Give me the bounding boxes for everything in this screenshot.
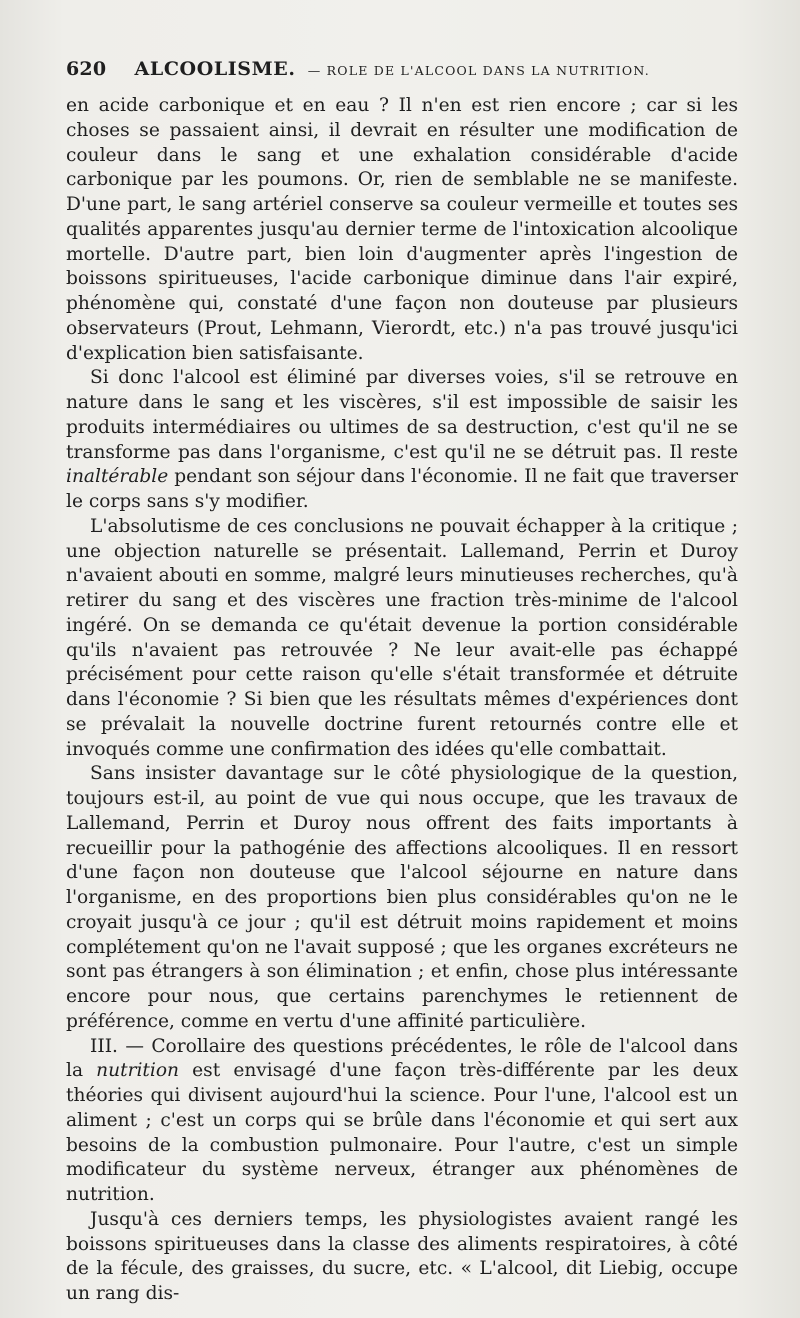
paragraph-text: est envisagé d'une façon très-différente par les deux théories qui divisent aujourd'hui la science. Pour l'une, l'alcool est un aliment ; c'est un corps qui se brûle dans l'économie et qui sert aux besoins de la combustion pulmonaire. Pour l'autre, c'est un simple modificateur du système nerveux, étranger aux phénomènes de nutrition.	[66, 1060, 738, 1205]
header-subtitle: — ROLE DE L'ALCOOL DANS LA NUTRITION.	[307, 63, 650, 78]
paragraph-text: L'absolutisme de ces conclusions ne pouvait échapper à la critique ; une objection naturelle se présentait. Lallemand, Perrin et Duroy n'avaient abouti en somme, malgré leurs minutieuses recherches, qu'à retirer du sang et des viscères une fraction très-minime de l'alcool ingéré. On se demanda ce qu'était devenue la portion considérable qu'ils n'avaient pas retrouvée ? Ne leur avait-elle pas échappé précisément pour cette raison qu'elle s'était transformée et détruite dans l'économie ? Si bien que les résultats mêmes d'expériences dont se prévalait la nouvelle doctrine furent retournés contre elle et invoqués comme une confirmation des idées qu'elle combattait.	[66, 515, 738, 760]
paragraph	[66, 762, 738, 1034]
paragraph	[66, 366, 738, 515]
page-number: 620	[66, 58, 107, 80]
paragraph-text: III. — Corollaire des questions précédentes, le rôle de l'alcool dans la	[66, 1035, 738, 1082]
italic-text: inaltérable	[66, 466, 169, 488]
paragraph-text: pendant son séjour dans l'économie. Il ne fait que traverser le corps sans s'y modifier.	[66, 466, 738, 512]
paragraph-text: Jusqu'à ces derniers temps, les physiologistes avaient rangé les boissons spiritueuses dans la classe des aliments respiratoires, à côté de la fécule, des graisses, du sucre, etc. « L'alcool, dit Liebig, occupe un rang dis-	[66, 1208, 738, 1304]
paragraph-text: Sans insister davantage sur le côté physiologique de la question, toujours est-il, au point de vue qui nous occupe, que les travaux de Lallemand, Perrin et Duroy nous offrent des faits importants à recueillir pour la pathogénie des affections alcooliques. Il en ressort d'une façon non douteuse que l'alcool séjourne en nature dans l'organisme, en des proportions bien plus considérables qu'on ne le croyait jusqu'à ce jour ; qu'il est détruit moins rapidement et moins complétement qu'on ne l'avait supposé ; que les organes excréteurs ne sont pas étrangers à son élimination ; et enfin, chose plus intéressante encore pour nous, que certains parenchymes le retiennent de préférence, comme en vertu d'une affinité particulière.	[66, 763, 738, 1032]
paragraph	[66, 515, 738, 763]
paragraph	[66, 1035, 738, 1208]
paragraph-text: Si donc l'alcool est éliminé par diverses voies, s'il se retrouve en nature dans le sang et les viscères, s'il est impossible de saisir les produits intermédiaires ou ultimes de sa destruction, c'est qu'il ne se transforme pas dans l'organisme, c'est qu'il ne se détruit pas. Il reste	[66, 367, 738, 463]
italic-text: nutrition	[96, 1060, 180, 1082]
running-header	[66, 58, 746, 88]
header-title: ALCOOLISME.	[134, 58, 296, 80]
paragraph	[66, 1208, 738, 1307]
body-text	[66, 94, 738, 1307]
paragraph-text: en acide carbonique et en eau ? Il n'en est rien encore ; car si les choses se passaient ainsi, il devrait en résulter une modification de couleur dans le sang et une exhalation considérable d'acide carbonique par les poumons. Or, rien de semblable ne se manifeste. D'une part, le sang artériel conserve sa couleur vermeille et toutes ses qualités apparentes jusqu'au dernier terme de l'intoxication alcoolique mortelle. D'autre part, bien loin d'augmenter après l'ingestion de boissons spiritueuses, l'acide carbonique diminue dans l'air expiré, phénomène qui, constaté d'une façon non douteuse par plusieurs observateurs (Prout, Lehmann, Vierordt, etc.) n'a pas trouvé jusqu'ici d'explication bien satisfaisante.	[66, 95, 738, 364]
paragraph	[66, 94, 738, 366]
